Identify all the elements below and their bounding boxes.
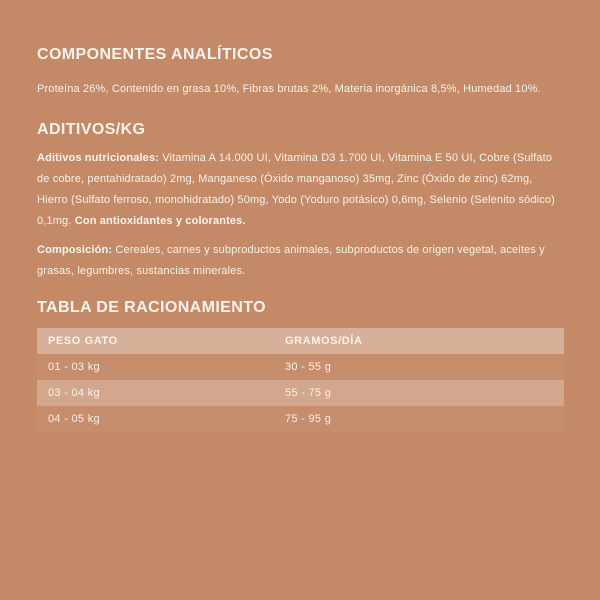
section-title-aditivos-kg: ADITIVOS/KG <box>37 121 146 138</box>
composicion-text <box>37 240 564 282</box>
ration-table <box>37 328 564 432</box>
table-row <box>37 354 564 380</box>
aditivos-lead-label: Aditivos nutricionales: <box>37 152 160 164</box>
cell-peso: 03 - 04 kg <box>37 380 274 406</box>
table-row <box>37 380 564 406</box>
section-title-componentes-analiticos: COMPONENTES ANALÍTICOS <box>37 46 273 63</box>
column-header-gramos-dia: GRAMOS/DÍA <box>274 328 564 354</box>
table-row <box>37 406 564 432</box>
ration-table-body <box>37 354 564 432</box>
cell-gramos: 30 - 55 g <box>274 354 564 380</box>
cell-peso: 04 - 05 kg <box>37 406 274 432</box>
cell-gramos: 55 - 75 g <box>274 380 564 406</box>
componentes-analiticos-text: Proteína 26%, Contenido en grasa 10%, Fibras brutas 2%, Materia inorgánica 8,5%, Humedad 10%. <box>37 83 541 95</box>
section-title-tabla-racionamiento: TABLA DE RACIONAMIENTO <box>37 299 266 316</box>
aditivos-text <box>37 148 564 232</box>
ration-table-header <box>37 328 564 354</box>
aditivos-body-text: Vitamina A 14.000 UI, Vitamina D3 1.700 UI, Vitamina E 50 UI, Cobre (Sulfato de cobre, pentahidratado) 2mg, Manganeso (Óxido manganoso) 35mg, Zinc (Óxido de zinc) 62mg, Hierro (Sulfato ferroso, monohidratado) 50mg, Yodo (Yoduro potásico) 0,6mg, Selenio (Selenito sódico) 0,1mg. <box>37 152 555 227</box>
ration-table-header-row <box>37 328 564 354</box>
cell-peso: 01 - 03 kg <box>37 354 274 380</box>
composicion-lead-label: Composición: <box>37 244 113 256</box>
cell-gramos: 75 - 95 g <box>274 406 564 432</box>
aditivos-antioxidantes-note: Con antioxidantes y colorantes. <box>74 215 246 227</box>
column-header-peso-gato: PESO GATO <box>37 328 274 354</box>
composicion-body-text: Cereales, carnes y subproductos animales, subproductos de origen vegetal, aceites y grasas, legumbres, sustancias minerales. <box>37 244 545 277</box>
